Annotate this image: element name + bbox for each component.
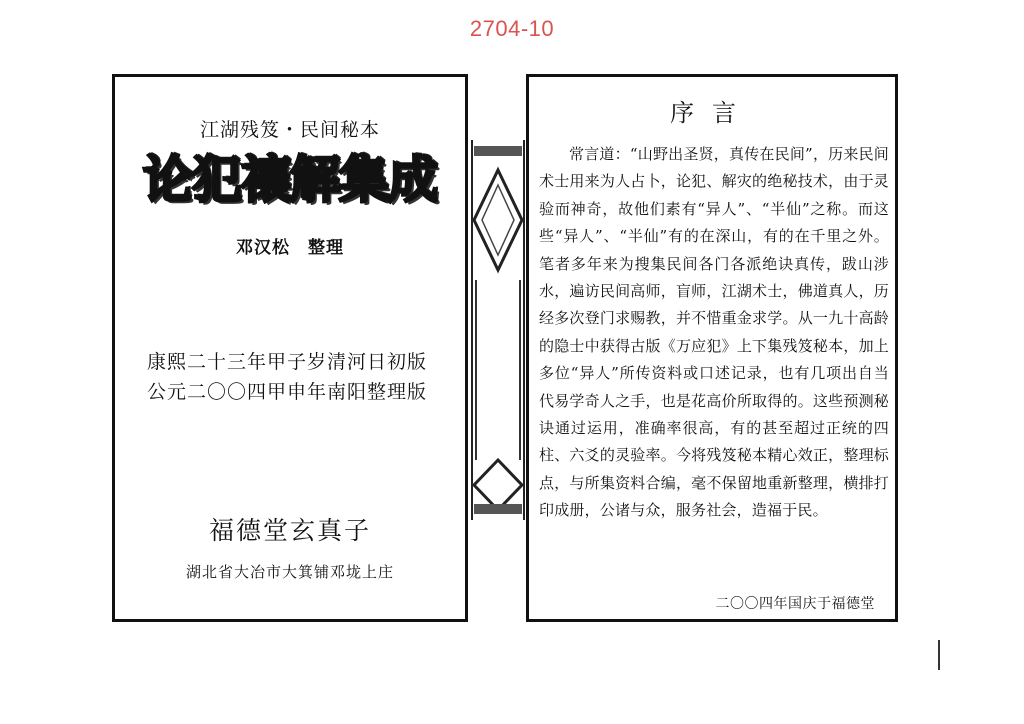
- series-title: 江湖残笈・民间秘本: [199, 119, 380, 141]
- author-role: 整理: [308, 238, 344, 258]
- publisher-name: 福德堂玄真子: [208, 516, 371, 545]
- page-id-label: 2704-10: [469, 16, 555, 41]
- book-cover: [112, 74, 468, 622]
- author-line: [115, 233, 465, 258]
- publisher-address: 湖北省大冶市大箕铺邓垅上庄: [185, 563, 394, 581]
- spine-decoration: [468, 140, 528, 520]
- preface-body: 常言道：“山野出圣贤，真传在民间”，历来民间术士用来为人占卜，论犯、解灾的绝秘技术，由于灵验而神奇，故他们素有“异人”、“半仙”之称。而这些“异人”、“半仙”有的在深山，有的在千里之外。笔者多年来为搜集民间各门各派绝诀真传，跋山涉水，遍访民间高师，盲师，江湖术士，佛道真人，历经多次登门求赐教，并不惜重金求学。从一九十高龄的隐士中获得古版《万应犯》上下集残笈秘本，加上多位“异人”所传资料或口述记录，也有几项出自当代易学奇人之手，也是花高价所取得的。这些预测秘诀通过运用，准确率很高，有的甚至超过正统的四柱、六爻的灵验率。今将残笈秘本精心效正，整理标点，与所集资料合编，毫不保留地重新整理，横排打印成册，公诸与众，服务社会，造福于民。: [539, 145, 889, 520]
- author-name: 邓汉松: [236, 238, 290, 258]
- margin-mark: [938, 640, 940, 670]
- preface-signature: 二〇〇四年国庆于福德堂: [715, 596, 875, 612]
- book-title: 论犯禳解集成: [143, 150, 437, 209]
- edition-revised: 公元二〇〇四甲申年南阳整理版: [147, 381, 428, 403]
- preface-page: [526, 74, 898, 622]
- edition-original: 康熙二十三年甲子岁清河日初版: [147, 351, 428, 373]
- preface-title: 序言: [670, 99, 754, 127]
